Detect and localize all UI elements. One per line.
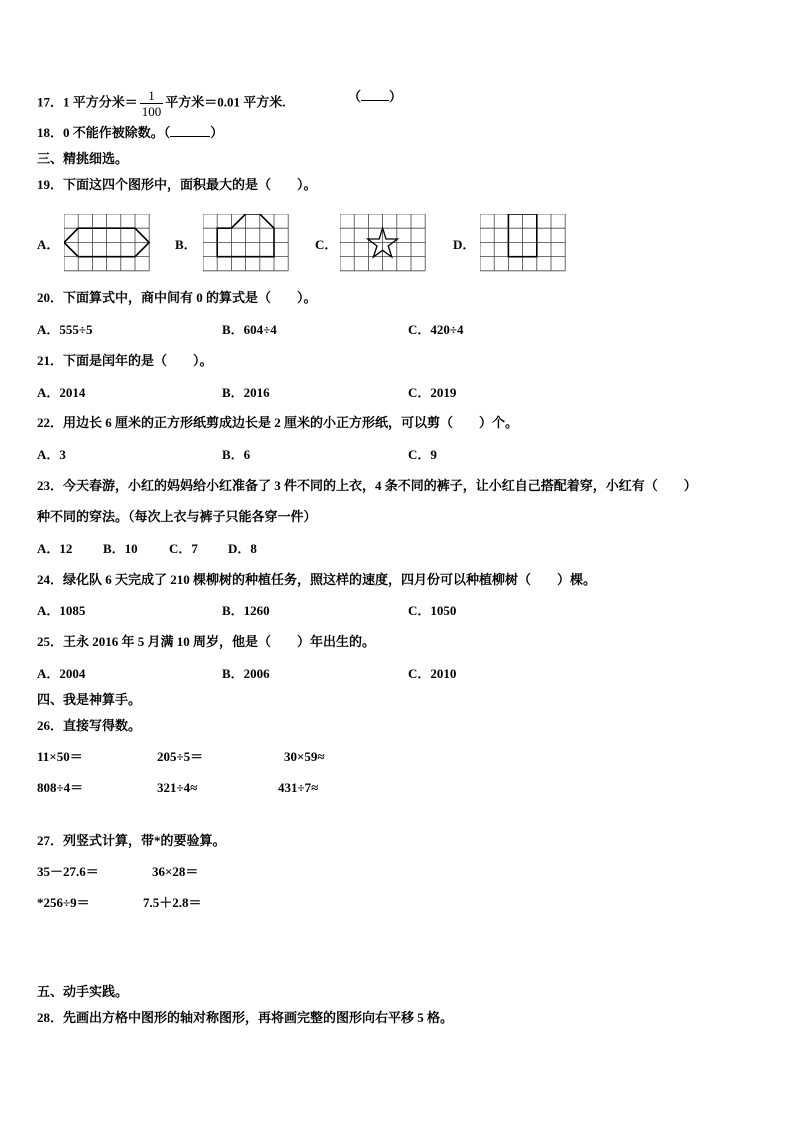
option-a-label: A． (37, 237, 60, 252)
option-20-b[interactable]: B．604÷4 (222, 322, 277, 337)
calc-26-2: 205÷5＝ (157, 749, 204, 764)
question-17 (37, 88, 286, 119)
figure-d-grid[interactable] (480, 214, 568, 272)
option-25-c[interactable]: C．2010 (408, 666, 457, 681)
option-20-a[interactable]: A．555÷5 (37, 322, 93, 337)
fraction-numerator: 1 (140, 88, 164, 104)
section-3-heading: 三、精挑细选。 (37, 151, 129, 166)
option-21-b[interactable]: B．2016 (222, 385, 270, 400)
question-17-number: 17． (37, 94, 64, 110)
option-24-b[interactable]: B．1260 (222, 603, 270, 618)
question-18-number: 18． (37, 125, 64, 140)
question-17-text-a: 1 平方分米＝ (63, 94, 138, 110)
question-27-text: 27．列竖式计算，带*的要验算。 (37, 833, 226, 848)
answer-blank-17[interactable] (361, 88, 389, 101)
calc-27-4: 7.5＋2.8＝ (143, 895, 202, 910)
calc-26-4: 808÷4＝ (37, 780, 84, 795)
option-23-b[interactable]: B．10 (103, 541, 138, 556)
paren-right: ） (210, 125, 224, 140)
paren-left: （ (348, 89, 362, 104)
option-23-d[interactable]: D．8 (228, 541, 257, 556)
option-22-c[interactable]: C．9 (408, 447, 437, 462)
option-d-label: D． (453, 237, 476, 252)
question-25-text: 25．王永 2016 年 5 月满 10 周岁，他是（ ）年出生的。 (37, 634, 376, 649)
option-21-a[interactable]: A．2014 (37, 385, 86, 400)
option-22-a[interactable]: A．3 (37, 447, 66, 462)
section-4-heading: 四、我是神算手。 (37, 692, 142, 707)
calc-27-3: *256÷9＝ (37, 895, 90, 910)
question-19-text: 19．下面这四个图形中，面积最大的是（ ）。 (37, 177, 317, 192)
figure-a-grid[interactable] (64, 214, 152, 272)
fraction (140, 88, 164, 119)
option-25-b[interactable]: B．2006 (222, 666, 270, 681)
figure-c-grid[interactable] (340, 214, 428, 272)
fraction-denominator: 100 (141, 104, 162, 119)
option-24-c[interactable]: C．1050 (408, 603, 457, 618)
question-18-text: 0 不能作被除数。（ (63, 125, 171, 140)
calc-26-5: 321÷4≈ (157, 780, 198, 795)
question-22-text: 22．用边长 6 厘米的正方形纸剪成边长是 2 厘米的小正方形纸，可以剪（ ）个。 (37, 415, 519, 430)
answer-blank-18[interactable] (170, 124, 210, 137)
option-23-c[interactable]: C．7 (169, 541, 198, 556)
section-5-heading: 五、动手实践。 (37, 984, 129, 999)
answer-paren-17 (348, 88, 402, 105)
question-17-text-b: 平方米＝0.01 平方米. (165, 94, 286, 110)
figure-b-grid[interactable] (203, 214, 291, 272)
calc-26-3: 30×59≈ (284, 749, 325, 764)
question-26-text: 26．直接写得数。 (37, 718, 142, 733)
option-25-a[interactable]: A．2004 (37, 666, 86, 681)
option-22-b[interactable]: B．6 (222, 447, 251, 462)
option-c-label: C． (315, 237, 338, 252)
question-18 (37, 124, 223, 141)
question-23-line-2: 种不同的穿法。（每次上衣与裤子只能各穿一件） (37, 509, 317, 524)
question-23-line-1: 23．今天春游，小红的妈妈给小红准备了 3 件不同的上衣，4 条不同的裤子，让小红自己搭配着穿，小红有（ ） (37, 478, 697, 493)
paren-right: ） (389, 89, 403, 104)
question-28-text: 28．先画出方格中图形的轴对称图形，再将画完整的图形向右平移 5 格。 (37, 1010, 454, 1025)
question-20-text: 20．下面算式中，商中间有 0 的算式是（ ）。 (37, 290, 317, 305)
option-20-c[interactable]: C．420÷4 (408, 322, 464, 337)
question-21-text: 21．下面是闰年的是（ ）。 (37, 353, 213, 368)
calc-27-1: 35－27.6＝ (37, 864, 99, 879)
option-24-a[interactable]: A．1085 (37, 603, 86, 618)
option-b-label: B． (175, 237, 197, 252)
calc-27-2: 36×28＝ (152, 864, 199, 879)
option-23-a[interactable]: A．12 (37, 541, 73, 556)
option-21-c[interactable]: C．2019 (408, 385, 457, 400)
question-24-text: 24．绿化队 6 天完成了 210 棵柳树的种植任务，照这样的速度，四月份可以种植柳树（ ）棵。 (37, 572, 597, 587)
calc-26-6: 431÷7≈ (278, 780, 319, 795)
calc-26-1: 11×50＝ (37, 749, 83, 764)
